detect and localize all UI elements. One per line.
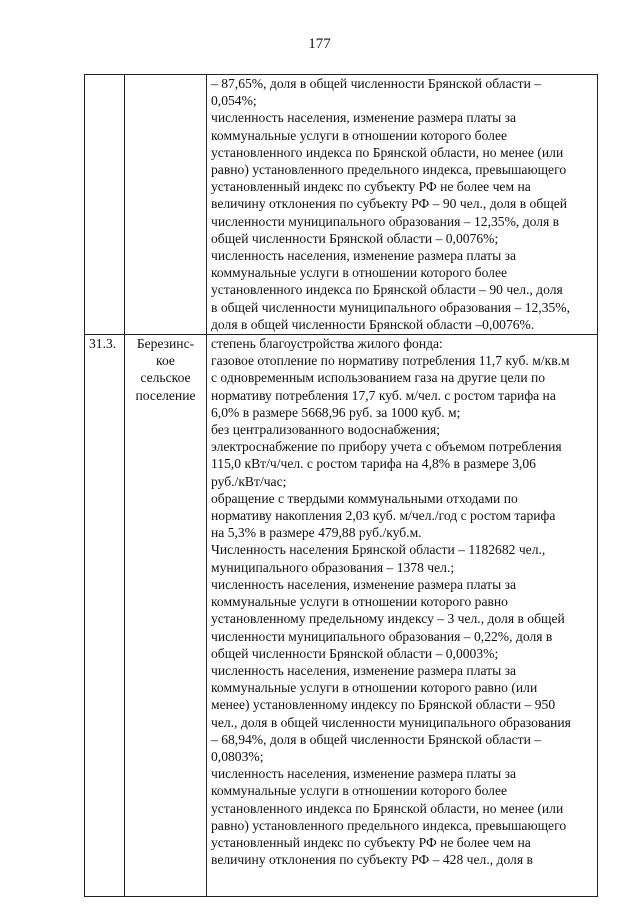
description-line: численность населения, изменение размера платы за bbox=[211, 248, 517, 264]
description-line: муниципального образования – 1378 чел.; bbox=[211, 559, 455, 575]
description-line: численность населения, изменение размера платы за bbox=[211, 576, 517, 592]
description-line: нормативу потребления 17,7 куб. м/чел. с ростом тарифа на bbox=[211, 387, 556, 403]
description-line: установленного индекса по Брянской области, но менее (или bbox=[211, 800, 564, 816]
description-line: в общей численности муниципального образования – 12,35%, bbox=[211, 299, 571, 315]
description-line: обращение с твердыми коммунальными отходами по bbox=[211, 490, 518, 506]
description-line: электроснабжение по прибору учета с объемом потребления bbox=[211, 439, 562, 455]
description-line: – 68,94%, доля в общей численности Брянской области – bbox=[211, 731, 542, 747]
description-line: установленного индекса по Брянской области – 90 чел., доля bbox=[211, 282, 563, 298]
description-line: газовое отопление по нормативу потребления 11,7 куб. м/кв.м bbox=[211, 353, 570, 369]
description-line: общей численности Брянской области – 0,0076%; bbox=[211, 230, 499, 246]
description-line: 6,0% в размере 5668,96 руб. за 1000 куб. м; bbox=[211, 404, 461, 420]
description-cell bbox=[207, 75, 598, 335]
description-line: общей численности Брянской области – 0,0003%; bbox=[211, 645, 499, 661]
description-line: коммунальные услуги в отношении которого более bbox=[211, 127, 508, 143]
description-line: коммунальные услуги в отношении которого более bbox=[211, 265, 508, 281]
description-line: численность населения, изменение размера платы за bbox=[211, 766, 517, 782]
municipality-name-line: сельское bbox=[140, 370, 191, 386]
description-line: численность населения, изменение размера платы за bbox=[211, 662, 517, 678]
municipality-name-line: поселение bbox=[135, 387, 196, 403]
table-body bbox=[85, 75, 598, 897]
description-line: численность населения, изменение размера платы за bbox=[211, 110, 517, 126]
description-line: чел., доля в общей численности муниципального образования bbox=[211, 714, 571, 730]
row-number-cell: 31.3. bbox=[85, 335, 125, 897]
description-line: величину отклонения по субъекту РФ – 90 чел., доля в общей bbox=[211, 196, 568, 212]
description-line: на 5,3% в размере 479,88 руб./куб.м. bbox=[211, 525, 422, 541]
table-row bbox=[85, 335, 598, 897]
municipality-name-line: Березинс- bbox=[136, 336, 195, 352]
description-line: коммунальные услуги в отношении которого равно bbox=[211, 594, 508, 610]
description-line: численности муниципального образования – 12,35%, доля в bbox=[211, 213, 560, 229]
tariff-table bbox=[84, 74, 598, 897]
page-number: 177 bbox=[308, 36, 331, 52]
description-line: руб./кВт/час; bbox=[211, 473, 287, 489]
description-line: степень благоустройства жилого фонда: bbox=[211, 336, 443, 352]
description-line: установленный индекс по субъекту РФ не более чем на bbox=[211, 179, 531, 195]
description-line: коммунальные услуги в отношении которого равно (или bbox=[211, 680, 538, 696]
description-line: 115,0 кВт/ч/чел. с ростом тарифа на 4,8% в размере 3,06 bbox=[211, 456, 536, 472]
description-line: равно) установленного предельного индекса, превышающего bbox=[211, 162, 567, 178]
description-line: нормативу накопления 2,03 куб. м/чел./год с ростом тарифа bbox=[211, 508, 556, 524]
description-line: коммунальные услуги в отношении которого более bbox=[211, 783, 508, 799]
description-line: установленного индекса по Брянской области, но менее (или bbox=[211, 144, 564, 160]
description-line: – 87,65%, доля в общей численности Брянской области – bbox=[211, 76, 542, 91]
municipality-name-cell bbox=[125, 335, 207, 897]
description-line: величину отклонения по субъекту РФ – 428 чел., доля в bbox=[211, 852, 533, 868]
description-line: без централизованного водоснабжения; bbox=[211, 422, 441, 438]
description-line: доля в общей численности Брянской области –0,0076%. bbox=[211, 316, 535, 332]
description-line: менее) установленному индексу по Брянской области – 950 bbox=[211, 697, 556, 713]
description-line: Численность населения Брянской области – 1182682 чел., bbox=[211, 542, 546, 558]
municipality-name-line: кое bbox=[156, 353, 175, 369]
description-line: установленный индекс по субъекту РФ не более чем на bbox=[211, 834, 531, 850]
description-line: численности муниципального образования – 0,22%, доля в bbox=[211, 628, 553, 644]
description-line: 0,0803%; bbox=[211, 748, 264, 764]
description-cell bbox=[207, 335, 598, 897]
description-line: установленному предельному индексу – 3 чел., доля в общей bbox=[211, 611, 565, 627]
description-line: равно) установленного предельного индекса, превышающего bbox=[211, 817, 567, 833]
description-line: 0,054%; bbox=[211, 93, 257, 109]
municipality-name-cell bbox=[125, 75, 207, 335]
table-row bbox=[85, 75, 598, 335]
row-number-cell bbox=[85, 75, 125, 335]
description-line: с одновременным использованием газа на другие цели по bbox=[211, 370, 546, 386]
